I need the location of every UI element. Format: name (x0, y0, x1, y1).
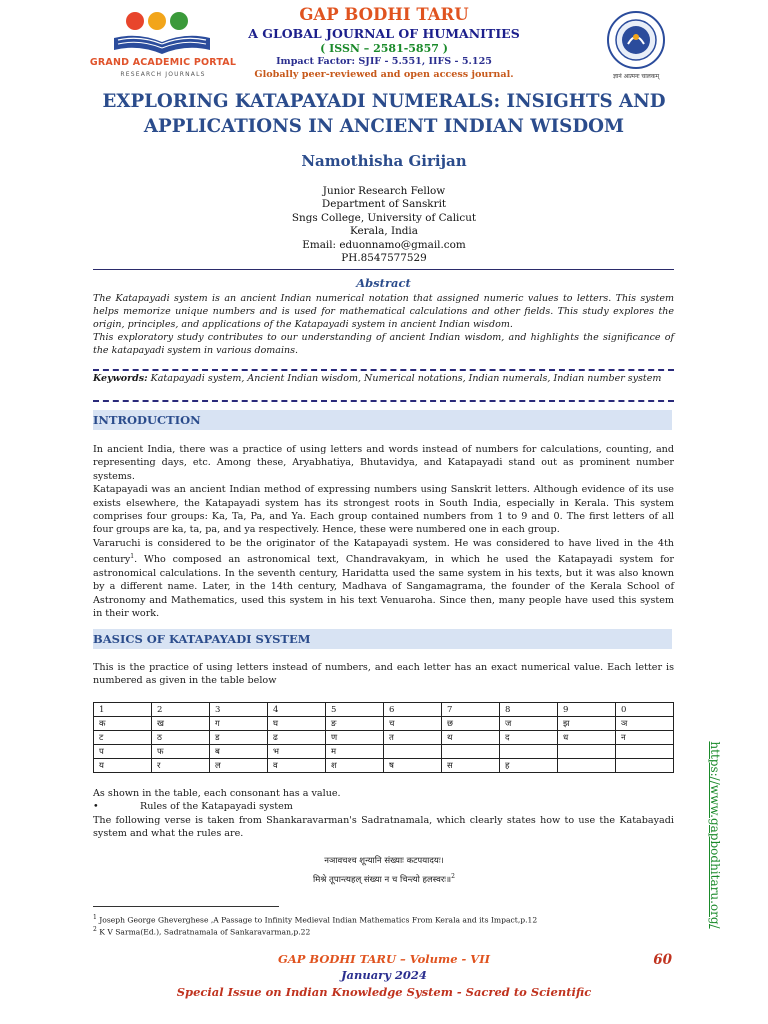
section-heading-text: BASICS OF KATAPAYADI SYSTEM (93, 632, 311, 646)
table-cell: 5 (326, 703, 384, 717)
affiliation-line: Department of Sanskrit (321, 198, 447, 211)
body-paragraph: In ancient India, there was a practice of using letters and words instead of numbers for calculations, counting, and representing days, etc. Among these, Aryabhatiya, Bhutavidya, and Katapayadi stand out as prominent number systems. (93, 444, 674, 482)
footnote-divider (93, 906, 279, 907)
affiliation-line: Kerala, India (350, 225, 418, 238)
abstract-paragraph: This exploratory study contributes to our understanding of ancient Indian wisdom, and highlights the significance of the katapayadi system in various domains. (93, 332, 674, 356)
table-cell: श (326, 759, 384, 773)
footnote-number: 2 (93, 926, 97, 933)
journal-seal-logo (606, 10, 666, 82)
table-cell (616, 759, 674, 773)
footnote-ref[interactable]: 1 (130, 553, 135, 561)
portal-name: GRAND ACADEMIC PORTAL (89, 57, 237, 68)
dashed-divider (93, 369, 674, 371)
table-cell: ख (152, 717, 210, 731)
table-cell: 1 (94, 703, 152, 717)
verse-line (200, 869, 568, 888)
table-cell: ट (94, 731, 152, 745)
dashed-divider (93, 400, 674, 402)
bullet-mark: • (93, 801, 99, 812)
table-cell: प (94, 745, 152, 759)
open-book-icon (110, 32, 214, 56)
logo-dots-icon (126, 12, 206, 34)
table-cell: र (152, 759, 210, 773)
katapayadi-table (93, 702, 674, 773)
table-cell: 0 (616, 703, 674, 717)
journal-title: GAP BODHI TARU (299, 5, 469, 24)
table-row (94, 731, 674, 745)
footer-special-issue: Special Issue on Indian Knowledge System - Sacred to Scientific (176, 985, 592, 999)
table-cell (500, 745, 558, 759)
footnote-text: K V Sarma(Ed.), Sadratnamala of Sankaravarman,p.22 (96, 927, 311, 937)
divider (93, 269, 674, 270)
affiliation-line: Sngs College, University of Calicut (291, 211, 477, 224)
seal-icon (606, 10, 666, 70)
table-row (94, 717, 674, 731)
table-cell (616, 745, 674, 759)
table-cell: य (94, 759, 152, 773)
body-paragraph: Katapayadi was an ancient Indian method of expressing numbers using Sanskrit letters. Although evidence of its use exists elsewhere, the Katapayadi system has its strongest roots in South India, especially in Kerala. This system comprises four groups: Ka, Ta, Pa, and Ya. Each group contained numbers from 1 to 9 and 0. The first letters of all four groups are ka, ta, pa, and ya respectively. Hence, these were numbered one in each group. (93, 484, 674, 536)
introduction-body (93, 443, 674, 620)
author-phone: PH.8547577529 (341, 252, 427, 265)
table-cell (442, 745, 500, 759)
sanskrit-verse (200, 854, 568, 888)
table-cell: फ (152, 745, 210, 759)
table-cell (558, 745, 616, 759)
table-cell: ष (384, 759, 442, 773)
table-cell: 8 (500, 703, 558, 717)
affiliation-line: Junior Research Fellow (322, 185, 446, 197)
table-cell (558, 759, 616, 773)
table-cell: 2 (152, 703, 210, 717)
table-cell: ञ (616, 717, 674, 731)
table-cell: 7 (442, 703, 500, 717)
table-cell: च (384, 717, 442, 731)
table-cell: थ (442, 731, 500, 745)
table-cell: म (326, 745, 384, 759)
website-url[interactable]: https://www.gapbodhitaru.org/ (708, 741, 722, 929)
table-cell: ड (210, 731, 268, 745)
table-cell: ग (210, 717, 268, 731)
section-heading-text: INTRODUCTION (93, 413, 201, 427)
table-cell (384, 745, 442, 759)
bullet-text: Rules of the Katapayadi system (140, 801, 293, 812)
basics-intro: This is the practice of using letters instead of numbers, and each letter has an exact numerical value. Each letter is numbered as given in the table below (93, 662, 674, 687)
abstract-paragraph: The Katapayadi system is an ancient Indian numerical notation that assigned numeric values to letters. This system helps memorize unique numbers and is used for mathematical calculations and other fields. This study explores the origin, principles, and applications of the Katapayadi system in ancient Indian wisdom. (93, 293, 674, 330)
grand-academic-portal-logo (88, 10, 238, 82)
author-email: Email: eduonnamo@gmail.com (302, 238, 466, 251)
table-cell: छ (442, 717, 500, 731)
table-cell: ङ (326, 717, 384, 731)
footnote-2 (93, 924, 674, 938)
table-cell: ण (326, 731, 384, 745)
verse-intro: The following verse is taken from Shankaravarman's Sadratnamala, which clearly states how to use the Katabayadi system and what the rules are. (93, 815, 674, 840)
seal-caption: ज्ञानं आत्मनः चालकम् (612, 73, 660, 80)
table-cell: ढ (268, 731, 326, 745)
table-cell: ब (210, 745, 268, 759)
body-paragraph (93, 537, 674, 621)
impact-factor: Impact Factor: SJIF - 5.551, IIFS - 5.125 (276, 56, 492, 67)
side-website-link[interactable] (705, 740, 725, 930)
section-heading-basics (93, 629, 672, 649)
paper-title (60, 89, 708, 139)
table-cell: झ (558, 717, 616, 731)
table-cell: ध (558, 731, 616, 745)
section-heading-introduction (93, 410, 672, 430)
portal-subtitle: RESEARCH JOURNALS (120, 71, 206, 78)
abstract-heading: Abstract (356, 276, 411, 290)
bullet-item (93, 800, 674, 813)
verse-text: मिश्रे तूपान्त्यहल् संख्या न च चिन्त्यो हलस्वरः॥ (313, 874, 452, 885)
body-text: . Who composed an astronomical text, Chandravakyam, in which he used the Katapayadi system for astronomical calculations. In the seventh century, Haridatta used the same system in his texts, but it was also known by a different name. Later, in the 14th century, Madhava of Sangamagrama, the founder of the Kerala School of Astronomy and Mathematics, used this system in his text Venuaroha. Since then, many people have used this system in their work. (93, 554, 674, 620)
keywords-label: Keywords: (93, 373, 148, 384)
table-cell: ह (500, 759, 558, 773)
table-row (94, 759, 674, 773)
table-cell: द (500, 731, 558, 745)
body-text: Vararuchi is considered to be the originator of the Katapayadi system. He was considered to have lived in the 4th century (93, 537, 674, 566)
table-cell: त (384, 731, 442, 745)
author-affiliation (234, 185, 534, 265)
table-cell: न (616, 731, 674, 745)
table-cell: 9 (558, 703, 616, 717)
table-header-row (94, 703, 674, 717)
table-cell: 3 (210, 703, 268, 717)
author-name: Namothisha Girijan (301, 152, 467, 170)
paper-title-line1: EXPLORING KATAPAYADI NUMERALS: INSIGHTS AND (102, 91, 666, 112)
footnote-ref[interactable]: 2 (451, 873, 455, 880)
abstract-body (93, 292, 674, 357)
peer-review-note: Globally peer-reviewed and open access journal. (254, 69, 514, 80)
journal-issn: ( ISSN – 2581-5857 ) (320, 42, 448, 55)
table-cell: घ (268, 717, 326, 731)
table-cell: ल (210, 759, 268, 773)
footer-date: January 2024 (341, 968, 427, 982)
keywords (93, 372, 674, 385)
after-table-text: As shown in the table, each consonant has a value. (93, 788, 341, 799)
footnote-number: 1 (93, 914, 97, 921)
table-cell: 6 (384, 703, 442, 717)
journal-subtitle: A GLOBAL JOURNAL OF HUMANITIES (248, 26, 520, 41)
footnote-text: Joseph George Gheverghese ,A Passage to Infinity Medieval Indian Mathematics From Kerala and its Impact,p.12 (96, 915, 538, 925)
table-cell: व (268, 759, 326, 773)
verse-line: नञावचश्च शून्यानि संख्याः कटपयादयः। (324, 856, 444, 866)
paper-title-line2: APPLICATIONS IN ANCIENT INDIAN WISDOM (143, 116, 625, 137)
footer-volume: GAP BODHI TARU – Volume - VII (278, 952, 490, 966)
table-cell: 4 (268, 703, 326, 717)
table-cell: ठ (152, 731, 210, 745)
table-cell: भ (268, 745, 326, 759)
table-row (94, 745, 674, 759)
table-cell: ज (500, 717, 558, 731)
table-cell: क (94, 717, 152, 731)
page-number: 60 (653, 952, 672, 968)
keywords-text: Katapayadi system, Ancient Indian wisdom, Numerical notations, Indian numerals, Indian number system (147, 373, 662, 384)
table-cell: स (442, 759, 500, 773)
